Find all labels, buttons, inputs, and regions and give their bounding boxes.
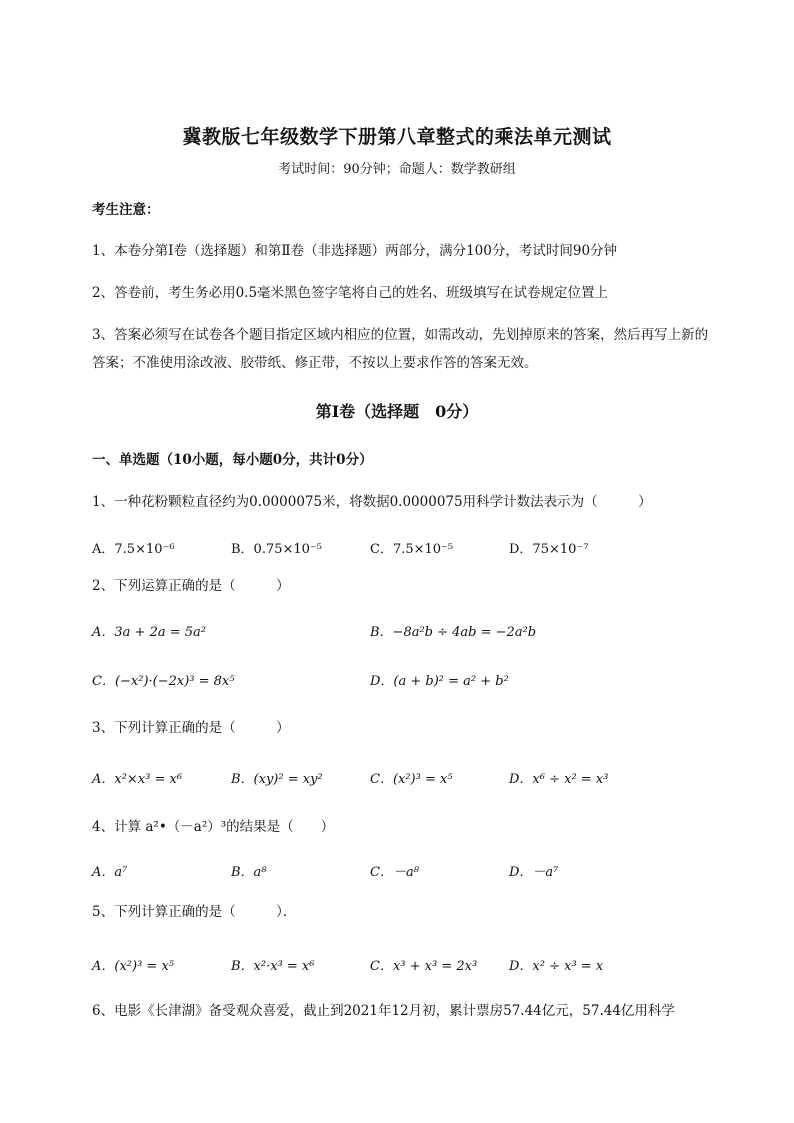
page-title: 冀教版七年级数学下册第八章整式的乘法单元测试 (182, 126, 612, 148)
page-subtitle: 考试时间：90分钟；命题人：数学教研组 (278, 162, 516, 177)
notice-heading: 考生注意： (92, 202, 160, 218)
question-4-option-b[interactable]: B．a⁸ (231, 865, 267, 880)
question-2-option-a[interactable]: A．3a + 2a = 5a² (92, 625, 206, 640)
question-5-stem: 5、下列计算正确的是（ ）． (92, 904, 297, 920)
question-2-option-c[interactable]: C．(−x²)·(−2x)³ = 8x⁵ (92, 674, 235, 689)
question-3-option-c[interactable]: C．(x²)³ = x⁵ (370, 772, 453, 787)
notice-item-1: 1、本卷分第Ⅰ卷（选择题）和第Ⅱ卷（非选择题）两部分，满分100分，考试时间90分钟 (92, 243, 618, 259)
question-3-stem: 3、下列计算正确的是（ ） (92, 720, 290, 736)
question-3-option-d[interactable]: D．x⁶ ÷ x² = x³ (509, 772, 609, 787)
question-1-option-a[interactable]: A．7.5×10⁻⁶ (92, 542, 175, 557)
question-1-option-d[interactable]: D．75×10⁻⁷ (509, 542, 589, 557)
question-1-option-c[interactable]: C．7.5×10⁻⁵ (370, 542, 454, 557)
question-5-option-d[interactable]: D．x² ÷ x³ = x (509, 959, 604, 974)
question-1-option-b[interactable]: B．0.75×10⁻⁵ (231, 542, 323, 557)
question-6-stem: 6、电影《长津湖》备受观众喜爱，截止到2021年12月初，累计票房57.44亿元，57.44亿用科学 (92, 1003, 675, 1019)
question-2-option-b[interactable]: B．−8a²b ÷ 4ab = −2a²b (370, 625, 537, 640)
part-title: 一、单选题（10小题，每小题0分，共计0分） (92, 452, 373, 468)
question-4-option-c[interactable]: C．－a⁸ (370, 865, 419, 880)
question-4-option-d[interactable]: D．－a⁷ (509, 865, 559, 880)
notice-item-2: 2、答卷前，考生务必用0.5毫米黑色签字笔将自己的姓名、班级填写在试卷规定位置上 (92, 285, 609, 301)
question-4-option-a[interactable]: A．a⁷ (92, 865, 128, 880)
question-5-option-c[interactable]: C．x³ + x³ = 2x³ (370, 959, 478, 974)
section-title: 第Ⅰ卷（选择题 0分） (315, 402, 479, 421)
question-2-option-d[interactable]: D．(a + b)² = a² + b² (370, 674, 509, 689)
question-2-stem: 2、下列运算正确的是（ ） (92, 578, 290, 594)
notice-item-3: 3、答案必须写在试卷各个题目指定区域内相应的位置，如需改动，先划掉原来的答案，然后再写上新的答案；不准使用涂改液、胶带纸、修正带，不按以上要求作答的答案无效。 (92, 327, 709, 371)
question-5-option-b[interactable]: B．x²·x³ = x⁶ (231, 959, 315, 974)
question-5-option-a[interactable]: A．(x²)³ = x⁵ (92, 959, 174, 974)
question-1-stem: 1、一种花粉颗粒直径约为0.0000075米，将数据0.0000075用科学计数法表示为（ ） (92, 494, 652, 510)
question-4-stem: 4、计算 a²•（－a²）³的结果是（ ） (92, 819, 335, 835)
question-3-option-b[interactable]: B．(xy)² = xy² (231, 772, 323, 787)
question-3-option-a[interactable]: A．x²×x³ = x⁶ (92, 772, 183, 787)
